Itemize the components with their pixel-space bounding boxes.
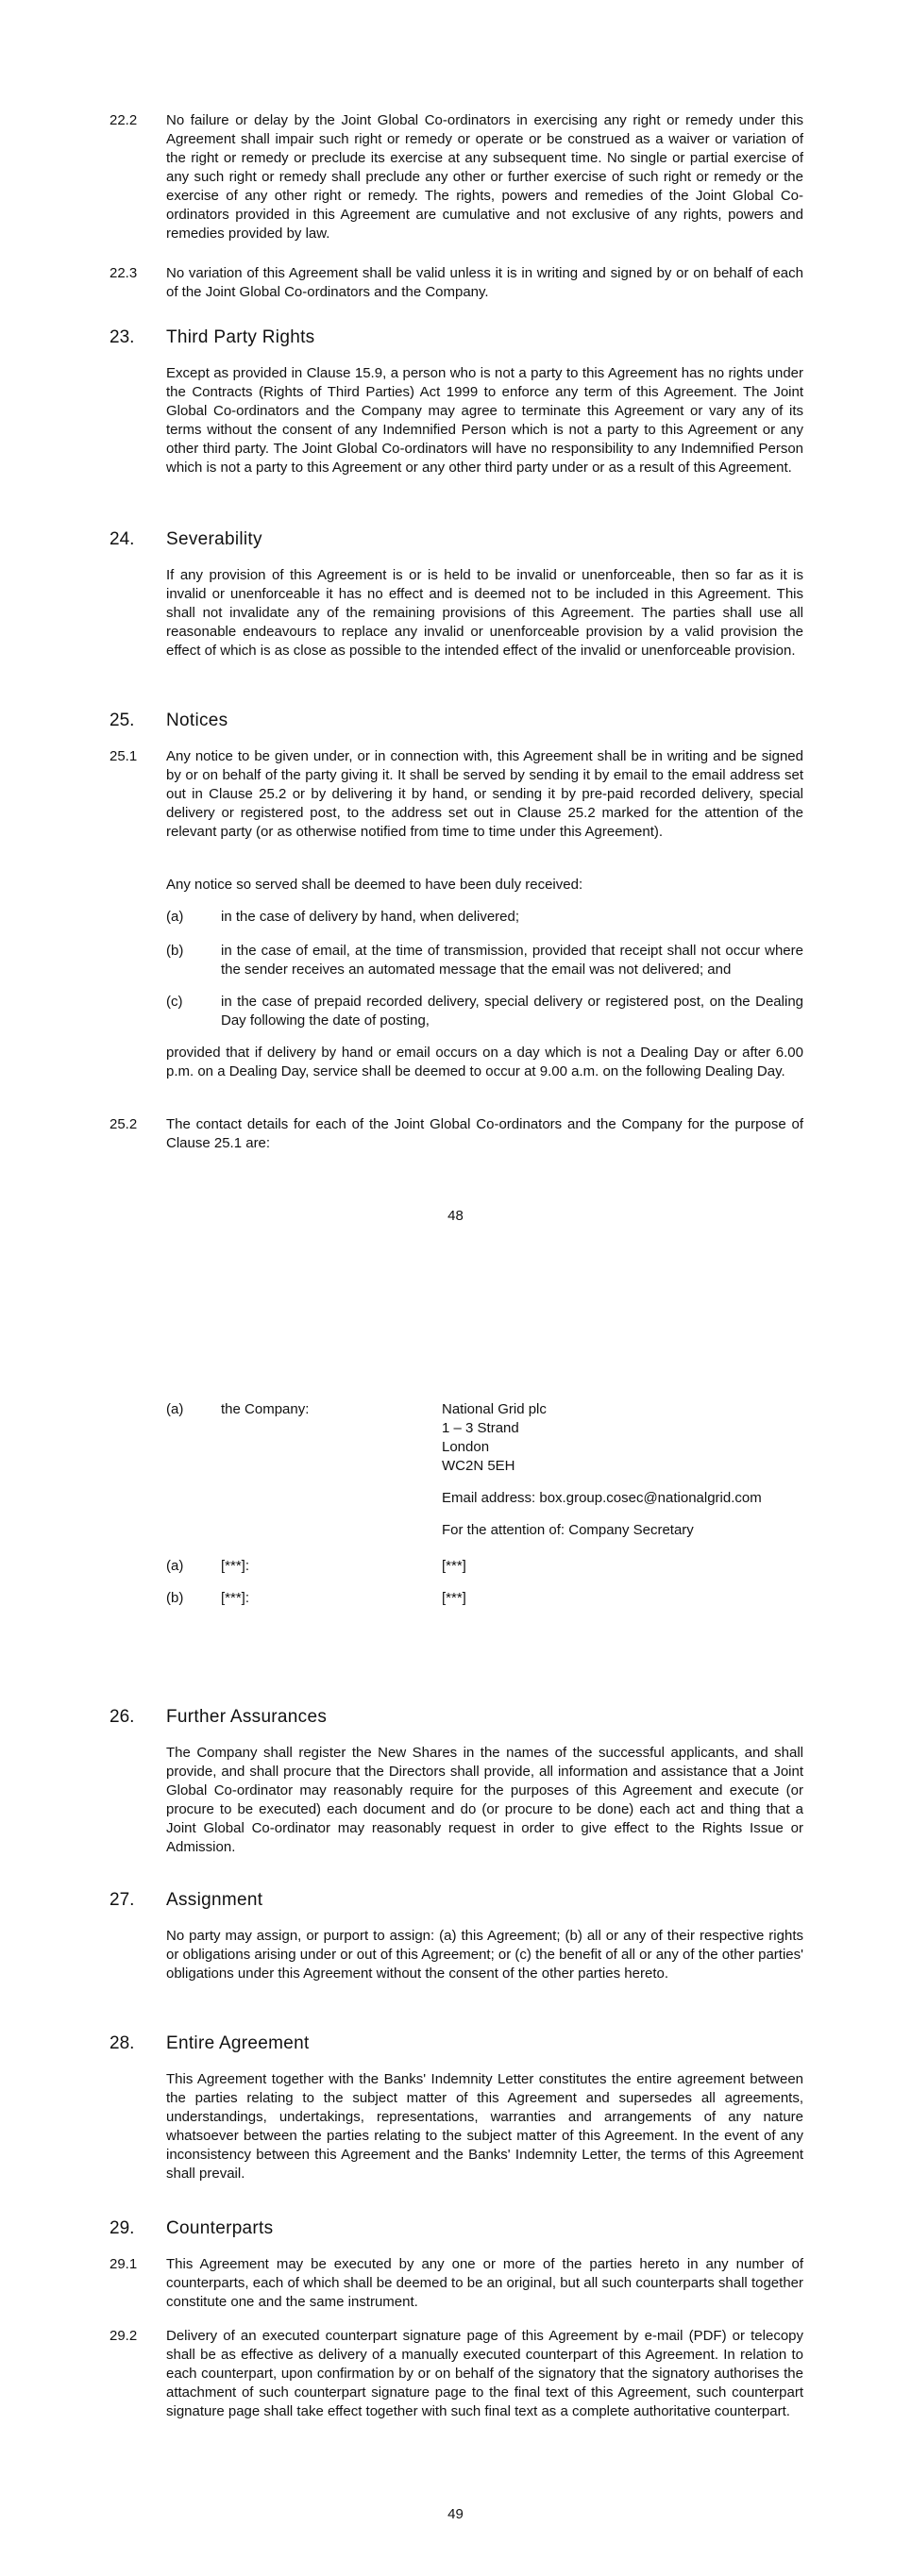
section-number: 28. [110,2033,135,2053]
contact-label: (a) [166,1558,184,1574]
page-number: 49 [447,2506,464,2522]
section-number: 27. [110,1890,135,1910]
sub-text: in the case of email, at the time of transmission, provided that receipt shall not occur where the sender receives an automated message that the email was not delivered; and [221,943,803,978]
clause-number: 29.1 [110,2256,138,2272]
section-title: Third Party Rights [166,327,315,347]
clause-29-1 [110,2255,803,2312]
email-address: Email address: box.group.cosec@nationalgrid.com [442,1490,762,1506]
contact-other-b [166,1589,803,1608]
page-49 [0,1264,911,2576]
section-title: Counterparts [166,2218,274,2238]
sub-text: in the case of prepaid recorded delivery, special delivery or registered post, on the Dealing Day following the date of posting, [221,994,803,1029]
section-24-text: If any provision of this Agreement is or is held to be invalid or unenforceable, then so far as it is invalid or unenforceable it has no effect and is deemed not to be included in this Agreement. This shall not invalidate any of the remaining provisions of this Agreement. The parties shall use all reasonable endeavours to replace any invalid or unenforceable provision by a valid provision the effect of which is as close as possible to the intended effect of the invalid or unenforceable provision. [166,567,803,659]
page-number: 48 [447,1208,464,1224]
section-number: 24. [110,529,135,549]
section-title: Severability [166,529,262,549]
clause-22-3 [110,264,803,302]
section-title: Assignment [166,1890,263,1910]
section-26-heading [110,1706,803,1729]
sub-clause-c [166,993,803,1030]
section-23-text: Except as provided in Clause 15.9, a person who is not a party to this Agreement has no rights under the Contracts (Rights of Third Parties) Act 1999 to enforce any term of this Agreement. The Joint Global Co-ordinators and the Company may agree to terminate this Agreement or vary any of its terms without the consent of any Indemnified Person which is not a party to this Agreement or any other third party. The Joint Global Co-ordinators will have no responsibility to any Indemnified Person which is not a party to this Agreement or any other third party under or as a result of this Agreement. [166,365,803,476]
contact-party: [***]: [221,1590,250,1606]
section-title: Notices [166,711,228,730]
clause-text: Any notice to be given under, or in connection with, this Agreement shall be in writing and be signed by or on behalf of the party giving it. It shall be served by sending it by email to the email address set out in Clause 25.2 or by delivering it by hand, or sending it by pre-paid recorded delivery, special delivery or registered post, to the address set out in Clause 25.2 marked for the attention of the relevant party (or as otherwise notified from time to time under this Agreement). [166,748,803,840]
section-25-heading [110,710,803,732]
section-title: Further Assurances [166,1707,328,1727]
address-line-3: WC2N 5EH [442,1458,515,1474]
clause-25-2 [110,1115,803,1153]
clause-text: This Agreement may be executed by any one or more of the parties hereto in any number of counterparts, each of which shall be deemed to be an original, but all such counterparts shall together constitute one and the same instrument. [166,2256,803,2310]
clause-text: No variation of this Agreement shall be valid unless it is in writing and signed by or on behalf of each of the Joint Global Co-ordinators and the Company. [166,265,803,300]
section-number: 23. [110,327,135,347]
contact-label: (a) [166,1401,184,1417]
clause-number: 22.2 [110,112,138,128]
sub-label: (c) [166,994,183,1010]
contact-party: [***]: [221,1558,250,1574]
sub-label: (b) [166,943,184,959]
clause-text: Delivery of an executed counterpart signature page of this Agreement by e-mail (PDF) or telecopy shall be as effective as delivery of a manually executed counterpart of this Agreement. In relation to each counterpart, upon confirmation by or on behalf of the signatory that the signatory authorises the attachment of such counterpart signature page to the final text of this Agreement, such counterpart signature page shall take effect together with such final text as a complete authoritative counterpart. [166,2328,803,2419]
sub-text: in the case of delivery by hand, when delivered; [221,909,520,925]
section-27-text: No party may assign, or purport to assign: (a) this Agreement; (b) all or any of their respective rights or obligations arising under or out of this Agreement; or (c) the benefit of all or any of the other parties' obligations under this Agreement without the consent of the other parties hereto. [166,1928,803,1982]
sub-clause-b [166,942,803,979]
section-28-text: This Agreement together with the Banks' Indemnity Letter constitutes the entire agreement between the parties relating to the subject matter of this Agreement and supersedes all agreements, understandings, undertakings, representations, warranties and arrangements of any nature whatsoever between the parties relating to the subject matter of this Agreement. In the event of any inconsistency between this Agreement and the Banks' Indemnity Letter, the terms of this Agreement shall prevail. [166,2071,803,2182]
section-24-heading [110,528,803,551]
contact-value: [***] [442,1590,466,1606]
sub-clause-a [166,908,803,927]
contact-label: (b) [166,1590,184,1606]
company-name: National Grid plc [442,1401,547,1417]
contact-company [166,1400,803,1538]
deemed-received-text: Any notice so served shall be deemed to have been duly received: [166,877,583,893]
section-number: 29. [110,2218,135,2238]
section-number: 26. [110,1707,135,1727]
section-23-heading [110,326,803,349]
section-26-text: The Company shall register the New Shares in the names of the successful applicants, and shall provide, and shall procure that the Directors shall provide, all information and assistance that a Joint Global Co-ordinator may reasonably require for the purposes of this Agreement and execute (or procure to be executed) each document and do (or procure to be done) each act and thing that a Joint Global Co-ordinator may reasonably request in order to give effect to the Rights Issue or Admission. [166,1745,803,1855]
sub-label: (a) [166,909,184,925]
clause-number: 25.2 [110,1116,138,1132]
page-48 [0,0,911,1264]
proviso-text: provided that if delivery by hand or email occurs on a day which is not a Dealing Day or after 6.00 p.m. on a Dealing Day, service shall be deemed to occur at 9.00 a.m. on the following Dealing Day. [166,1045,803,1079]
clause-number: 29.2 [110,2328,138,2344]
contact-party: the Company: [221,1401,310,1417]
section-29-heading [110,2217,803,2240]
contact-value: [***] [442,1558,466,1574]
attention-line: For the attention of: Company Secretary [442,1522,694,1538]
clause-text: The contact details for each of the Joint Global Co-ordinators and the Company for the purpose of Clause 25.1 are: [166,1116,803,1151]
address-line-1: 1 – 3 Strand [442,1420,519,1436]
contact-details [442,1400,803,1540]
clause-number: 22.3 [110,265,138,281]
section-28-heading [110,2032,803,2055]
contact-other-a [166,1557,803,1576]
section-title: Entire Agreement [166,2033,310,2053]
clause-29-2 [110,2327,803,2421]
clause-25-1 [110,747,803,842]
clause-22-2 [110,111,803,243]
address-line-2: London [442,1439,490,1455]
clause-number: 25.1 [110,748,138,764]
section-27-heading [110,1889,803,1912]
clause-text: No failure or delay by the Joint Global Co-ordinators in exercising any right or remedy under this Agreement shall impair such right or remedy or operate or be construed as a waiver or variation of the right or remedy or preclude its exercise at any subsequent time. No single or partial exercise of any such right or remedy shall preclude any other or further exercise of such right or remedy or the exercise of any other right or remedy. The rights, powers and remedies of the Joint Global Co-ordinators provided in this Agreement are cumulative and not exclusive of any rights, powers and remedies provided by law. [166,112,803,242]
section-number: 25. [110,711,135,730]
